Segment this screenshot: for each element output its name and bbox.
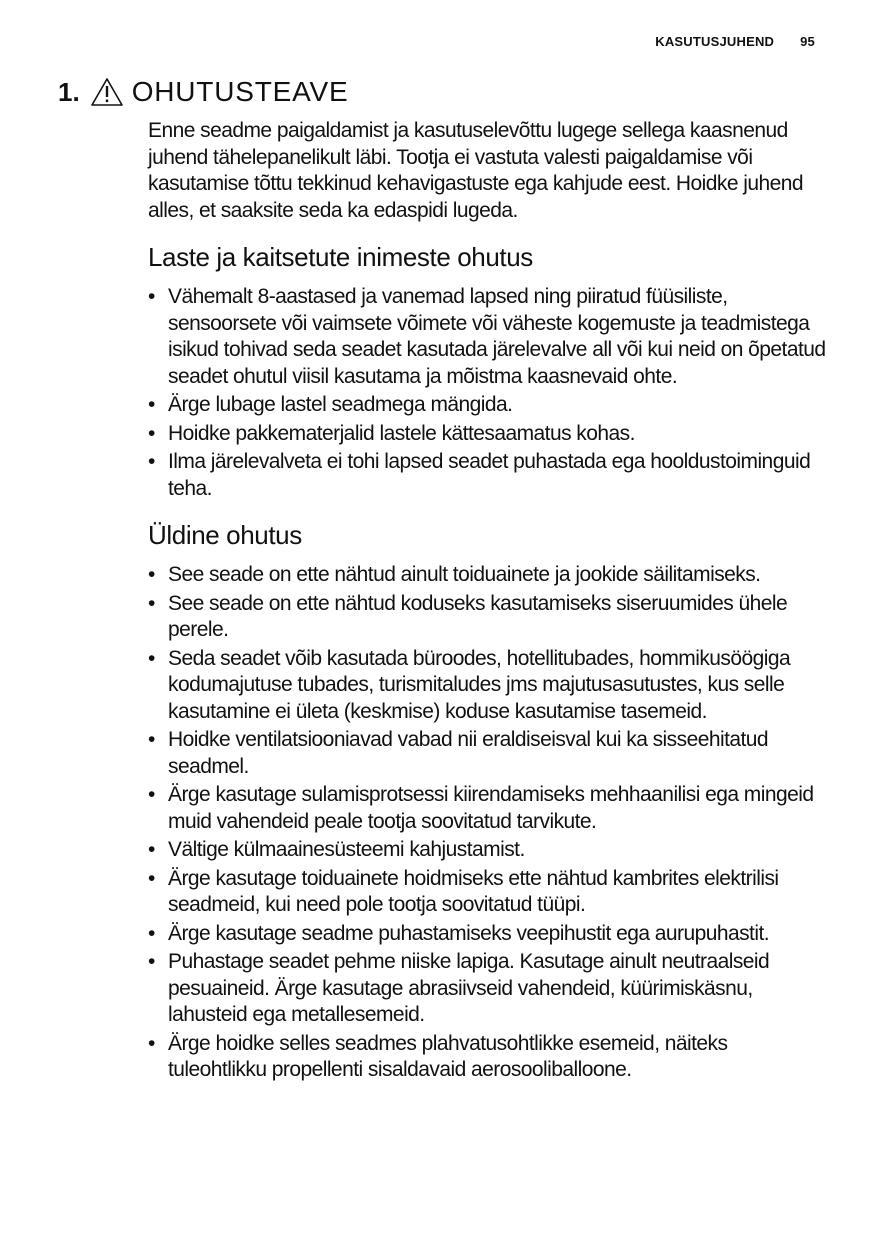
manual-label: KASUTUSJUHEND: [655, 34, 775, 49]
list-item: • Ilma järelevalveta ei tohi lapsed seadet puhastada ega hooldustoiminguid teha.: [148, 449, 828, 502]
list-item: • Ärge hoidke selles seadmes plahvatusohtlikke esemeid, näiteks tuleohtlikku propellenti sisaldavaid aerosooliballoone.: [148, 1031, 828, 1084]
list-item: • Vähemalt 8-aastased ja vanemad lapsed ning piiratud füüsiliste, sensoorsete või vaimsete võimete või väheste kogemuste ja teadmistega isikud tohivad seda seadet kasutada järelevalve all või kui neid on õpetatud seadet ohutul viisil kasutama ja mõistma kaasnevaid ohte.: [148, 284, 828, 390]
general-safety-list: [148, 562, 828, 1084]
intro-paragraph: Enne seadme paigaldamist ja kasutuselevõttu lugege sellega kaasnenud juhend tähelepanelikult läbi. Tootja ei vastuta valesti paigaldamise või kasutamise tõttu tekkinud kehavigastuste ega kahjude eest. Hoidke juhend alles, et saaksite seda ka edaspidi lugeda.: [148, 119, 804, 222]
section-title: [58, 76, 348, 108]
list-item: • See seade on ette nähtud koduseks kasutamiseks siseruumides ühele perele.: [148, 591, 828, 644]
section-heading: OHUTUSTEAVE: [131, 76, 349, 107]
list-item: • Hoidke pakkematerjalid lastele kättesaamatus kohas.: [148, 421, 828, 448]
list-item: • Ärge kasutage sulamisprotsessi kiirendamiseks mehhaanilisi ega mingeid muid vahendeid peale tootja soovitatud tarvikute.: [148, 782, 828, 835]
list-item: • Ärge lubage lastel seadmega mängida.: [148, 392, 828, 419]
list-item: • Seda seadet võib kasutada büroodes, hotellitubades, hommikusöögiga kodumajutuse tubades, turismitaludes jms majutusasutustes, kus selle kasutamine ei ületa (keskmise) koduse kasutamise tasemeid.: [148, 646, 828, 726]
list-item: • Vältige külmaainesüsteemi kahjustamist.: [148, 837, 828, 864]
warning-triangle-icon: [90, 77, 124, 107]
page-content: [148, 118, 828, 1102]
section-number: 1.: [58, 77, 80, 107]
list-item: • Hoidke ventilatsiooniavad vabad nii eraldiseisval kui ka sisseehitatud seadmel.: [148, 727, 828, 780]
general-safety-heading: Üldine ohutus: [148, 520, 302, 550]
page-number: 95: [800, 34, 815, 49]
list-item: • Puhastage seadet pehme niiske lapiga. Kasutage ainult neutraalseid pesuaineid. Ärge kasutage abrasiivseid vahendeid, küürimiskäsnu, lahusteid ega metallesemeid.: [148, 949, 828, 1029]
running-header: [655, 34, 815, 49]
children-safety-heading: Laste ja kaitsetute inimeste ohutus: [148, 242, 533, 272]
list-item: • Ärge kasutage toiduainete hoidmiseks ette nähtud kambrites elektrilisi seadmeid, kui need pole tootja soovitatud tüüpi.: [148, 866, 828, 919]
list-item: • Ärge kasutage seadme puhastamiseks veepihustit ega aurupuhastit.: [148, 921, 828, 948]
children-safety-list: [148, 284, 828, 502]
list-item: • See seade on ette nähtud ainult toiduainete ja jookide säilitamiseks.: [148, 562, 828, 589]
